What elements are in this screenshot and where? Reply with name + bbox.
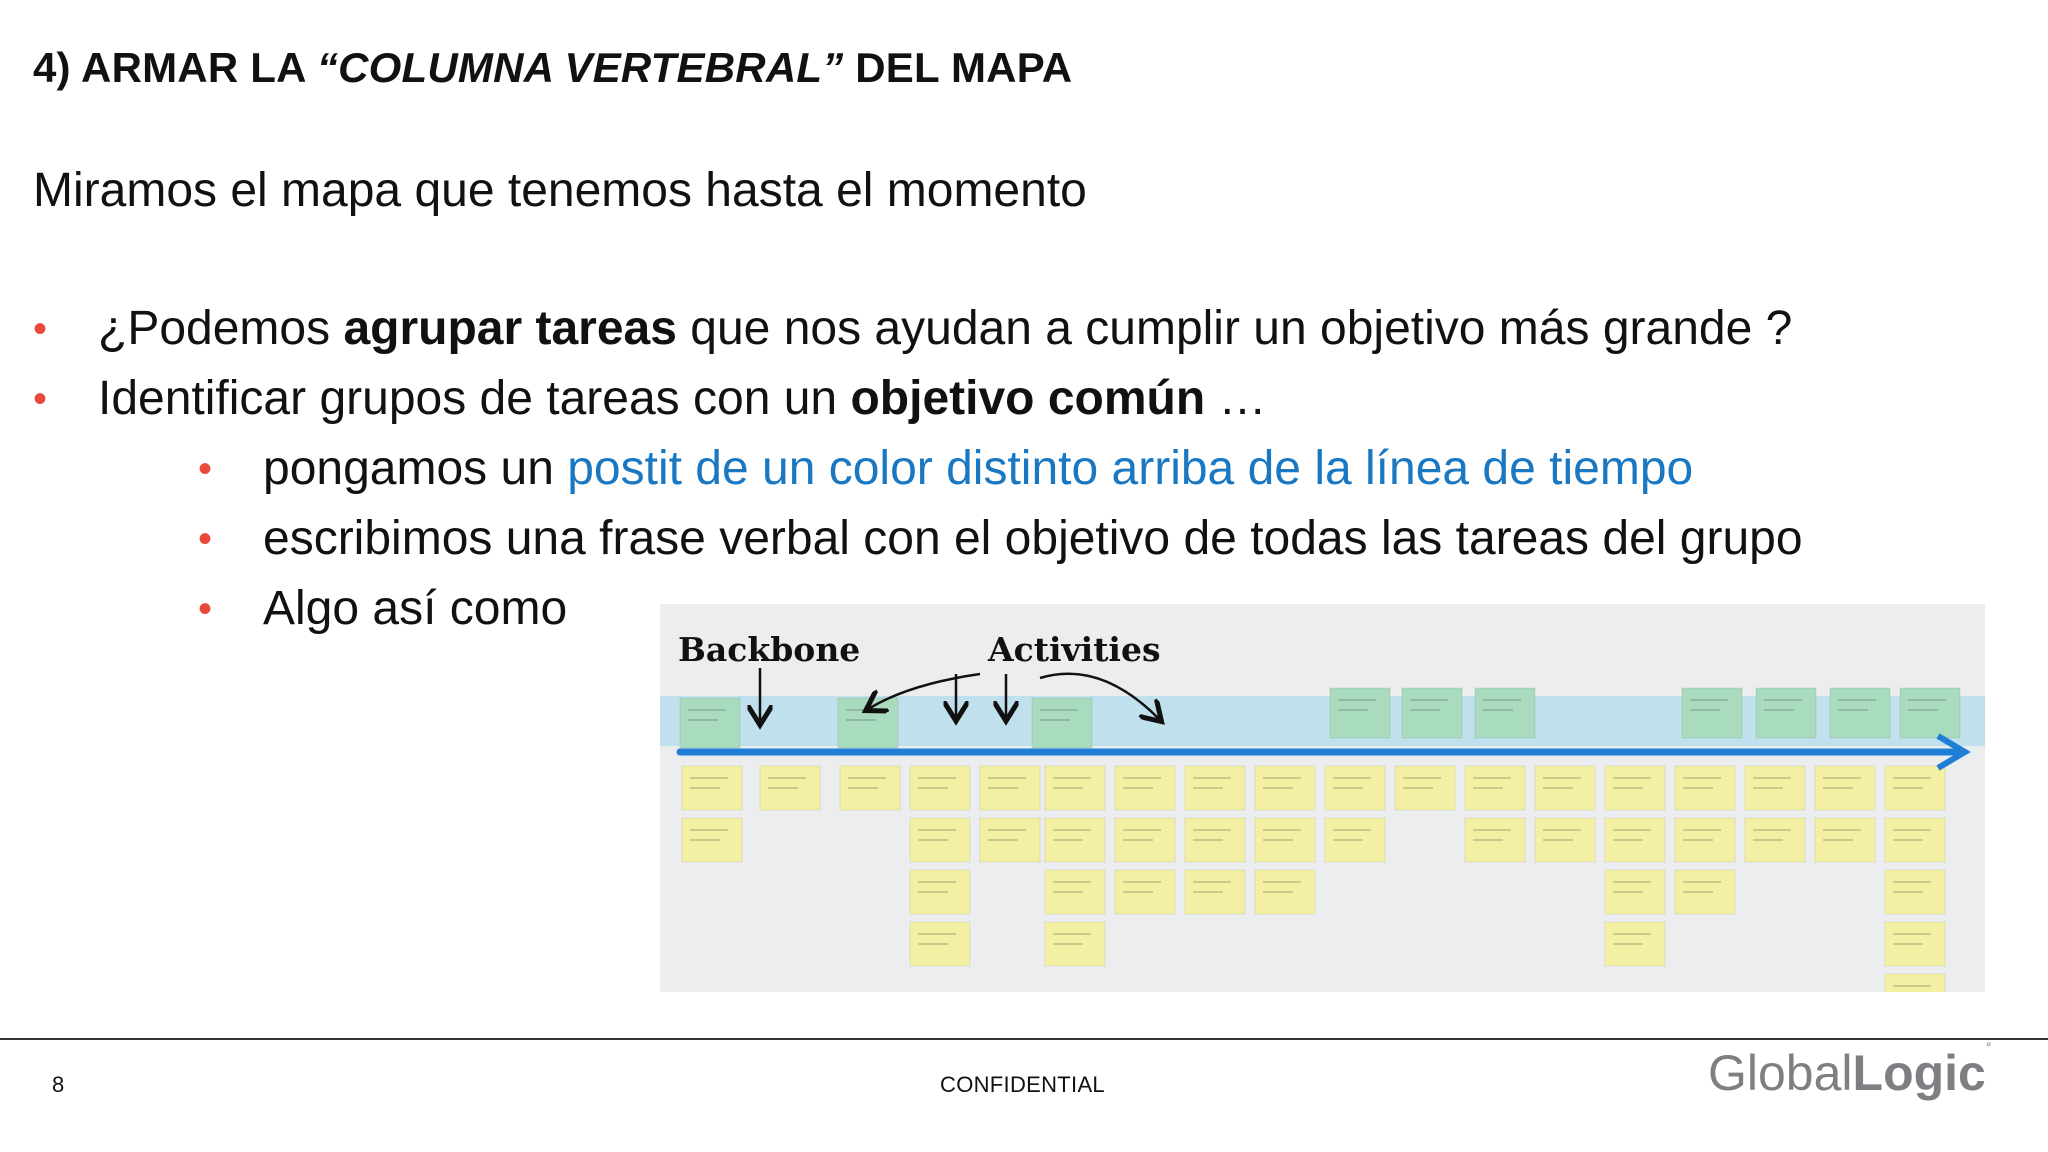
- activity-postit: [680, 698, 740, 748]
- story-map-photo: [660, 604, 1985, 992]
- activity-postit: [1330, 688, 1390, 738]
- title-italic: “COLUMNA VERTEBRAL”: [316, 44, 844, 91]
- globallogic-logo: GlobalLogic°: [1708, 1039, 1992, 1101]
- backbone-label: Backbone: [678, 630, 861, 669]
- activity-postit: [1756, 688, 1816, 738]
- activity-postit: [1032, 698, 1092, 748]
- confidential-label: CONFIDENTIAL: [940, 1072, 1105, 1097]
- bullet-dot: •: [33, 377, 48, 421]
- story-map-illustration: [660, 604, 1985, 992]
- slide-title: [33, 44, 1072, 92]
- activity-postit: [1830, 688, 1890, 738]
- bullet-dot: •: [33, 307, 48, 351]
- title-prefix: 4) ARMAR LA: [33, 44, 317, 91]
- activity-postit: [1682, 688, 1742, 738]
- footer-divider: [0, 1038, 2048, 1040]
- task-postit: [1885, 974, 1945, 992]
- intro-text: Miramos el mapa que tenemos hasta el momento: [33, 164, 1087, 217]
- bullet-dot: •: [198, 517, 213, 561]
- page-number: 8: [52, 1072, 65, 1097]
- activity-postit: [1475, 688, 1535, 738]
- bullet-dot: •: [198, 447, 213, 491]
- bullet-dot: •: [198, 587, 213, 631]
- activities-label: Activities: [988, 630, 1161, 669]
- highlight-text: postit de un color distinto arriba de la línea de tiempo: [567, 442, 1694, 495]
- title-suffix: DEL MAPA: [843, 44, 1073, 91]
- activity-postit: [1900, 688, 1960, 738]
- activity-postit: [1402, 688, 1462, 738]
- activity-postit: [838, 698, 898, 748]
